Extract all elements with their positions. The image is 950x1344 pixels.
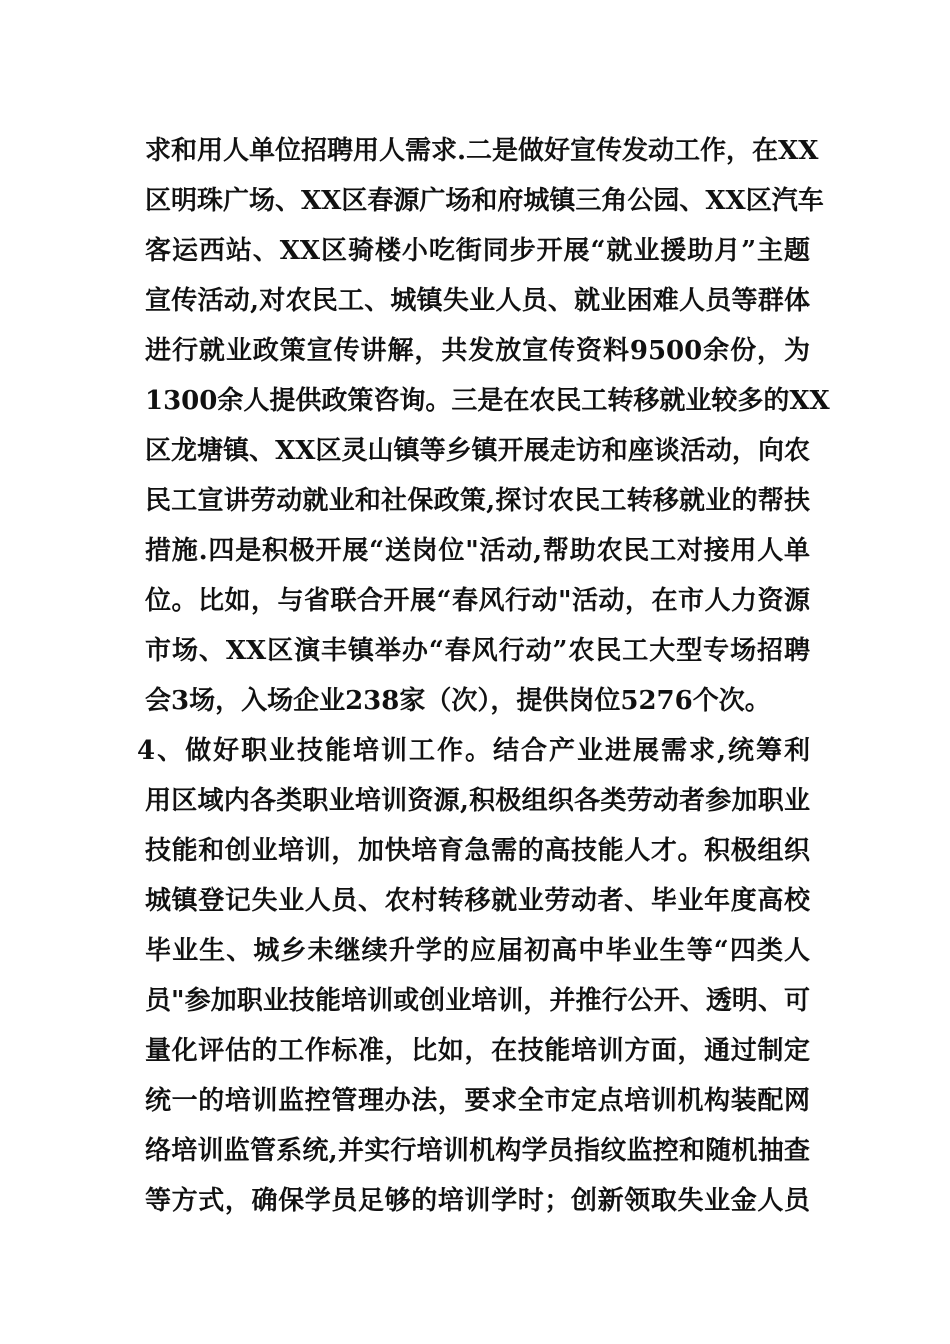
text-line: 区明珠广场、XX区春源广场和府城镇三角公园、XX区汽车: [145, 186, 824, 216]
text-line: 市场、XX区演丰镇举办“春风行动”农民工大型专场招聘: [145, 636, 810, 666]
text-line: 宣传活动,对农民工、城镇失业人员、就业困难人员等群体: [145, 286, 810, 316]
text-line: 用区域内各类职业培训资源,积极组织各类劳动者参加职业: [145, 786, 810, 816]
text-line: 员"参加职业技能培训或创业培训，并推行公开、透明、可: [145, 986, 810, 1016]
text-line: 技能和创业培训，加快培育急需的高技能人才。积极组织: [145, 836, 810, 866]
text-line: 进行就业政策宣传讲解，共发放宣传资料9500余份，为: [145, 336, 810, 366]
text-line: 量化评估的工作标准，比如，在技能培训方面，通过制定: [145, 1036, 810, 1066]
text-line: 区龙塘镇、XX区灵山镇等乡镇开展走访和座谈活动，向农: [145, 436, 810, 466]
text-line: 统一的培训监控管理办法，要求全市定点培训机构装配网: [145, 1086, 810, 1116]
text-line: 毕业生、城乡未继续升学的应届初高中毕业生等“四类人: [145, 936, 810, 966]
text-line: 措施.四是积极开展“送岗位"活动,帮助农民工对接用人单: [145, 536, 810, 566]
body-text: [137, 126, 830, 1226]
paragraph-start-line: 4、做好职业技能培训工作。结合产业进展需求,统筹利: [137, 736, 810, 766]
text-line: 会3场，入场企业238家（次），提供岗位5276个次。: [145, 686, 771, 716]
text-line: 等方式，确保学员足够的培训学时；创新领取失业金人员: [145, 1186, 810, 1216]
text-line: 位。比如，与省联合开展“春风行动"活动，在市人力资源: [145, 586, 810, 616]
text-line: 络培训监管系统,并实行培训机构学员指纹监控和随机抽查: [145, 1136, 810, 1166]
text-line: 城镇登记失业人员、农村转移就业劳动者、毕业年度高校: [145, 886, 810, 916]
text-line: 民工宣讲劳动就业和社保政策,探讨农民工转移就业的帮扶: [145, 486, 810, 516]
text-line: 求和用人单位招聘用人需求.二是做好宣传发动工作，在XX: [145, 136, 819, 166]
text-line: 客运西站、XX区骑楼小吃街同步开展“就业援助月”主题: [145, 236, 810, 266]
text-line: 1300余人提供政策咨询。三是在农民工转移就业较多的XX: [145, 386, 830, 416]
